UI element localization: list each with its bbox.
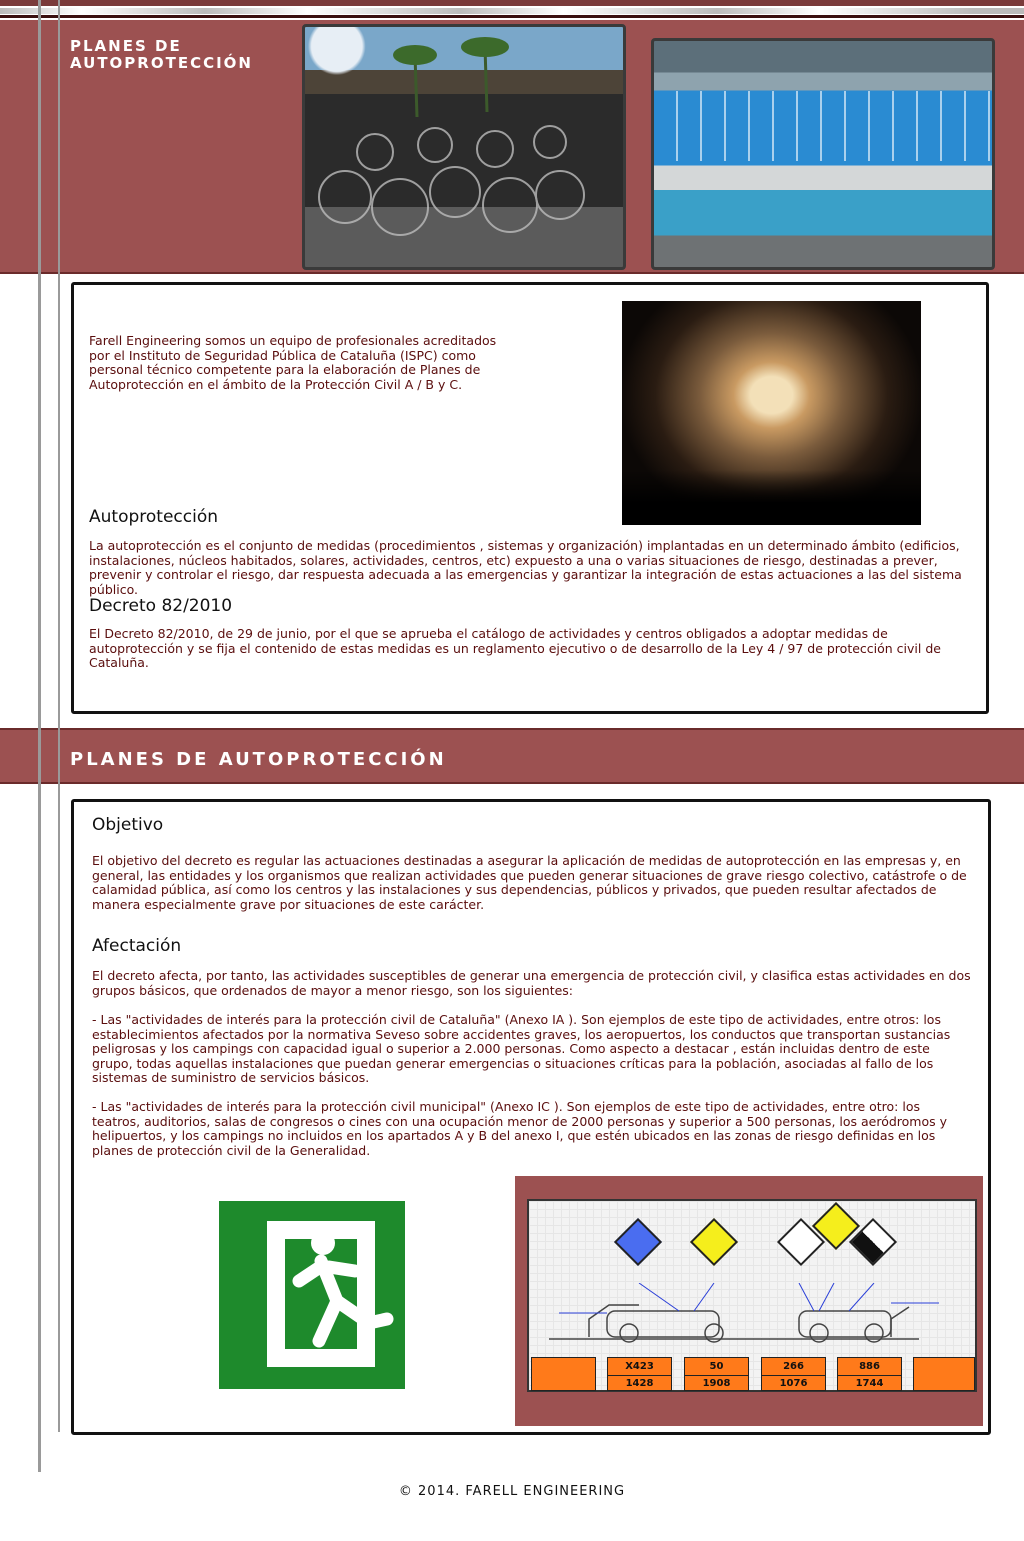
autoproteccion-text: La autoprotección es el conjunto de medidas (procedimientos , sistemas y organización) implantadas en un determinado ámbito (edificios, instalaciones, núcleos habitados, solares, actividades, centros, etc) expuesto a una o varias situaciones de riesgo, destinadas a prever, prevenir y controlar el riesgo, dar respuesta adecuada a las emergencias y garantizar la integración de estas actuaciones a las del sistema público. [89,538,962,597]
top-stripe [0,0,1024,6]
footer-copyright: © 2014. FARELL ENGINEERING [398,1484,626,1499]
afectacion-text: El decreto afecta, por tanto, las actividades susceptibles de generar una emergencia de protección civil, y clasifica estas actividades en dos grupos básicos, que ordenados de mayor a menor riesgo, son los siguientes: [92,968,971,998]
plate-un-number: 1908 [702,1378,731,1389]
crowd-silhouette [622,470,921,525]
orange-plate [761,1357,826,1391]
bikes-illustration [305,27,623,267]
orange-plate [684,1357,749,1391]
header-title: PLANES DE AUTOPROTECCIÓN [70,37,253,72]
hazard-diagram-panel [527,1199,977,1392]
plate-un-number: 1428 [625,1378,654,1389]
plate-hazard-number: 886 [838,1358,901,1376]
top-stripe-dark [0,15,1024,18]
orange-plate [607,1357,672,1391]
afectacion-heading: Afectación [92,936,182,956]
decorative-vertical-line-inner [58,0,60,1432]
top-stripe-grey [0,8,1024,14]
emergency-exit-icon [219,1201,405,1389]
plate-hazard-number: X423 [608,1358,671,1376]
decorative-vertical-line [38,0,41,1472]
orange-plate-blank-left [531,1357,596,1391]
plate-hazard-number: 266 [762,1358,825,1376]
plate-un-number: 1076 [779,1378,808,1389]
triathlon-bikes-photo [302,24,626,270]
objetivo-heading: Objetivo [92,815,164,835]
decreto-heading: Decreto 82/2010 [89,596,233,616]
oxidizer-diamond-icon [690,1218,738,1266]
pool-lanes [654,91,992,161]
plate-un-number: 1744 [855,1378,884,1389]
flammable-gas-diamond-icon [614,1218,662,1266]
running-man-icon [219,1201,405,1389]
intro-text: Farell Engineering somos un equipo de profesionales acreditados por el Instituto de Seguridad Pública de Cataluña (ISPC) como personal técnico competente para la elaboración de Planes de Autoprotección en el ámbito de la Protección Civil A / B y C. [89,333,497,392]
plate-hazard-number: 50 [685,1358,748,1376]
fireworks-photo [622,301,921,525]
section-title: PLANES DE AUTOPROTECCIÓN [70,749,447,770]
afectacion-item-1: - Las "actividades de interés para la protección civil de Cataluña" (Anexo IA ). Son ejemplos de este tipo de actividades, entre otros: los establecimientos afectados por la normativa Seveso sobre accidentes graves, los aeropuertos, los conductos que transportan sustancias peligrosas y los campings con capacidad igual o superior a 2.000 personas. Como aspecto a destacar , están incluidas dentro de este grupo, todas aquellas instalaciones que puedan generar emergencias o situaciones críticas para la población, asociadas al fallo de los sistemas de suministro de servicios básicos. [92,1012,951,1085]
orange-plate-blank-right [913,1357,975,1391]
autoproteccion-heading: Autoprotección [89,507,218,527]
afectacion-item-2: - Las "actividades de interés para la protección civil municipal" (Anexo IC ). Son ejemplos de este tipo de actividades, entre otro: los teatros, auditorios, salas de congresos o cines con una ocupación menor de 2000 personas y superior a 500 personas, los aeródromos y helipuertos, y los campings no incluidos en los apartados A y B del anexo I, que estén ubicados en las zonas de riesgo definidas en los planes de protección civil de la Generalidad. [92,1099,948,1158]
swimming-pool-photo [651,38,995,270]
decreto-text: El Decreto 82/2010, de 29 de junio, por el que se aprueba el catálogo de actividades y centros obligados a adoptar medidas de autoprotección y se fija el contenido de estas medidas es un reglamento ejecutivo o de desarrollo de la Ley 4 / 97 de protección civil de Cataluña. [89,626,941,670]
orange-plate [837,1357,902,1391]
objetivo-text: El objetivo del decreto es regular las actuaciones destinadas a asegurar la aplicación de medidas de autoprotección en las empresas y, en general, las entidades y los organismos que realizan actividades que pueden generar situaciones de grave riesgo colectivo, catástrofe o de calamidad pública, así como los centros y las instalaciones y sus dependencias, públicos y privados, que pueden resultar afectados de manera especialmente grave por situaciones de este carácter. [92,853,967,912]
